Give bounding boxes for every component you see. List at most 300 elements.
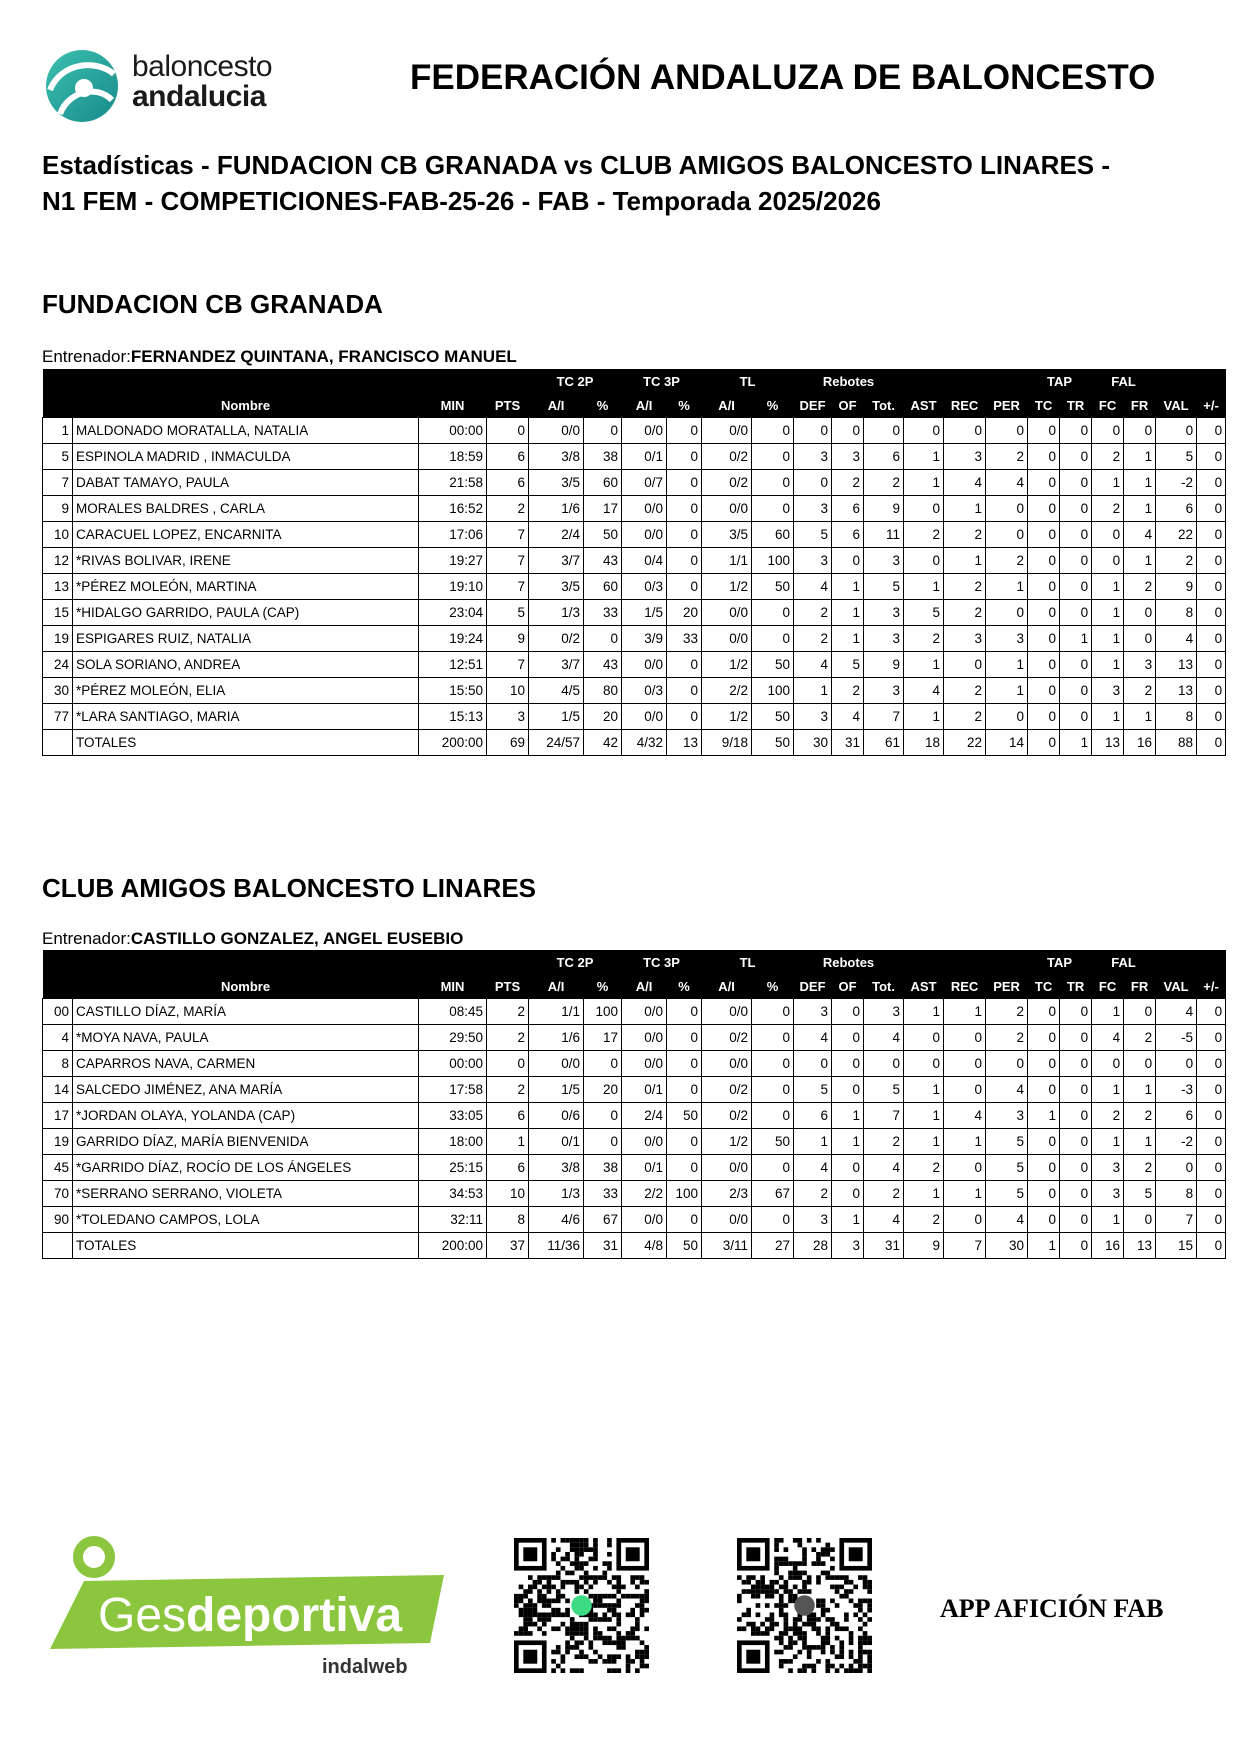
stat-cell: 0 bbox=[752, 1207, 794, 1233]
stat-cell: 5 bbox=[986, 1129, 1028, 1155]
stat-cell: 0 bbox=[1060, 470, 1092, 496]
stat-cell: 3 bbox=[1092, 678, 1124, 704]
stat-cell: 4/6 bbox=[529, 1207, 584, 1233]
stat-cell: 16:52 bbox=[419, 496, 487, 522]
player-row bbox=[43, 522, 1226, 548]
stats-title bbox=[42, 147, 1222, 219]
stat-cell: 5 bbox=[1156, 444, 1197, 470]
stat-cell: 13 bbox=[1092, 730, 1124, 756]
stat-cell: 6 bbox=[487, 1103, 529, 1129]
stat-cell: 0/2 bbox=[702, 444, 752, 470]
stat-cell: 3/7 bbox=[529, 652, 584, 678]
stat-cell: 2 bbox=[1124, 1025, 1156, 1051]
stat-cell: 4 bbox=[986, 1077, 1028, 1103]
player-name-cell: *RIVAS BOLIVAR, IRENE bbox=[73, 548, 419, 574]
column-header: PER bbox=[986, 974, 1028, 999]
stat-cell: 33 bbox=[667, 626, 702, 652]
stat-cell: 0 bbox=[1028, 652, 1060, 678]
stat-cell: 29:50 bbox=[419, 1025, 487, 1051]
stat-cell: 1/6 bbox=[529, 1025, 584, 1051]
column-header: FC bbox=[1092, 393, 1124, 418]
player-row bbox=[43, 1051, 1226, 1077]
column-header: REC bbox=[944, 974, 986, 999]
player-name-cell: *LARA SANTIAGO, MARIA bbox=[73, 704, 419, 730]
stat-cell: 3/5 bbox=[529, 470, 584, 496]
stat-cell: 0 bbox=[1197, 626, 1226, 652]
coach-line bbox=[42, 347, 517, 367]
stat-cell: 7 bbox=[487, 652, 529, 678]
stat-cell: 1 bbox=[986, 652, 1028, 678]
player-name-cell: *TOLEDANO CAMPOS, LOLA bbox=[73, 1207, 419, 1233]
stat-cell: 0/0 bbox=[702, 1155, 752, 1181]
column-header: % bbox=[752, 974, 794, 999]
stat-cell: 1 bbox=[1092, 652, 1124, 678]
stat-cell: 2 bbox=[904, 626, 944, 652]
column-header: Tot. bbox=[864, 974, 904, 999]
stat-cell: 7 bbox=[1156, 1207, 1197, 1233]
stat-cell: 3 bbox=[794, 548, 832, 574]
stat-cell: 1/2 bbox=[702, 574, 752, 600]
federation-title: FEDERACIÓN ANDALUZA DE BALONCESTO bbox=[410, 58, 1156, 97]
stat-cell: 1 bbox=[944, 496, 986, 522]
jersey-number-cell: 8 bbox=[43, 1051, 73, 1077]
stat-cell: 50 bbox=[752, 704, 794, 730]
stat-cell: 0 bbox=[1197, 522, 1226, 548]
stat-cell: 1/2 bbox=[702, 704, 752, 730]
stat-cell: 2 bbox=[904, 1155, 944, 1181]
stat-cell: 0 bbox=[904, 548, 944, 574]
stat-cell: 2 bbox=[944, 600, 986, 626]
stat-cell: 0 bbox=[1197, 1025, 1226, 1051]
stat-cell: 13 bbox=[1156, 678, 1197, 704]
stat-cell: 0/0 bbox=[622, 1207, 667, 1233]
stat-cell: 19:24 bbox=[419, 626, 487, 652]
logo-text-line1: baloncesto bbox=[132, 50, 273, 83]
stat-cell: 9 bbox=[864, 652, 904, 678]
column-header: +/- bbox=[1197, 974, 1226, 999]
stat-cell: 0 bbox=[1060, 1051, 1092, 1077]
stat-cell: 3/11 bbox=[702, 1233, 752, 1259]
stat-cell: 0 bbox=[1028, 444, 1060, 470]
player-name-cell: SALCEDO JIMÉNEZ, ANA MARÍA bbox=[73, 1077, 419, 1103]
stat-cell: 1 bbox=[1092, 626, 1124, 652]
stat-cell: 0 bbox=[832, 548, 864, 574]
stat-cell: 4 bbox=[864, 1207, 904, 1233]
jersey-number-cell bbox=[43, 730, 73, 756]
player-row bbox=[43, 1207, 1226, 1233]
stat-cell: 1 bbox=[832, 600, 864, 626]
stat-cell: 1 bbox=[487, 1129, 529, 1155]
column-header: PTS bbox=[487, 974, 529, 999]
stat-cell: 18:59 bbox=[419, 444, 487, 470]
stat-cell: 2 bbox=[904, 522, 944, 548]
stat-cell: 0 bbox=[986, 522, 1028, 548]
stat-cell: 15:50 bbox=[419, 678, 487, 704]
stat-cell: 13 bbox=[1124, 1233, 1156, 1259]
stat-cell: 80 bbox=[584, 678, 622, 704]
stat-cell: 0 bbox=[1124, 600, 1156, 626]
stat-cell: 3/8 bbox=[529, 1155, 584, 1181]
android-icon bbox=[571, 1595, 591, 1615]
stat-cell: 1 bbox=[904, 444, 944, 470]
stat-cell: 33 bbox=[584, 1181, 622, 1207]
stat-cell: 3 bbox=[1124, 652, 1156, 678]
player-name-cell: *PÉREZ MOLEÓN, ELIA bbox=[73, 678, 419, 704]
stat-cell: 1/1 bbox=[529, 999, 584, 1025]
player-name-cell: CAPARROS NAVA, CARMEN bbox=[73, 1051, 419, 1077]
column-header: Tot. bbox=[864, 393, 904, 418]
stat-cell: 0/0 bbox=[622, 496, 667, 522]
stat-cell: 2 bbox=[1124, 678, 1156, 704]
stat-cell: 0/2 bbox=[702, 1025, 752, 1051]
column-group-spacer bbox=[904, 950, 1028, 974]
stat-cell: 0 bbox=[1197, 470, 1226, 496]
jersey-number-cell: 45 bbox=[43, 1155, 73, 1181]
stat-cell: 0 bbox=[832, 1155, 864, 1181]
stat-cell: 5 bbox=[986, 1155, 1028, 1181]
column-header: TR bbox=[1060, 974, 1092, 999]
stat-cell: 0 bbox=[864, 418, 904, 444]
stat-cell: 0 bbox=[1156, 1051, 1197, 1077]
stat-cell: 0/3 bbox=[622, 678, 667, 704]
stat-cell: 0/0 bbox=[622, 999, 667, 1025]
stat-cell: 0 bbox=[667, 522, 702, 548]
stat-cell: 3/5 bbox=[702, 522, 752, 548]
stat-cell: 2 bbox=[986, 999, 1028, 1025]
stat-cell: 0 bbox=[986, 418, 1028, 444]
column-header: A/I bbox=[529, 974, 584, 999]
stat-cell: 4 bbox=[794, 574, 832, 600]
stat-cell: 61 bbox=[864, 730, 904, 756]
stat-cell: 2/3 bbox=[702, 1181, 752, 1207]
stat-cell: 0 bbox=[1060, 999, 1092, 1025]
stat-cell: 0 bbox=[1092, 1051, 1124, 1077]
stat-cell: 2 bbox=[1092, 444, 1124, 470]
stat-cell: 9 bbox=[1156, 574, 1197, 600]
column-header: PER bbox=[986, 393, 1028, 418]
stat-cell: 3 bbox=[864, 626, 904, 652]
stat-cell: 0 bbox=[1028, 1051, 1060, 1077]
stat-cell: 34:53 bbox=[419, 1181, 487, 1207]
stat-cell: 0/2 bbox=[702, 1077, 752, 1103]
stat-cell: 0 bbox=[986, 496, 1028, 522]
jersey-number-cell: 00 bbox=[43, 999, 73, 1025]
stat-cell: 0 bbox=[1060, 678, 1092, 704]
stat-cell: 0 bbox=[1124, 418, 1156, 444]
stat-cell: 4 bbox=[944, 470, 986, 496]
stat-cell: 30 bbox=[986, 1233, 1028, 1259]
stat-cell: 1 bbox=[1060, 626, 1092, 652]
stat-cell: 4/8 bbox=[622, 1233, 667, 1259]
column-header: AST bbox=[904, 393, 944, 418]
player-row bbox=[43, 678, 1226, 704]
column-header: % bbox=[584, 393, 622, 418]
stat-cell: 14 bbox=[986, 730, 1028, 756]
column-group-header: TC 2P bbox=[529, 950, 622, 974]
stat-cell: 0 bbox=[1060, 574, 1092, 600]
stat-cell: 1 bbox=[904, 1103, 944, 1129]
stat-cell: 1 bbox=[904, 1181, 944, 1207]
stat-cell: 15:13 bbox=[419, 704, 487, 730]
stat-cell: 5 bbox=[487, 600, 529, 626]
stat-cell: 0 bbox=[1197, 1103, 1226, 1129]
stat-cell: 0 bbox=[1124, 626, 1156, 652]
stat-cell: 1 bbox=[794, 1129, 832, 1155]
jersey-number-cell: 90 bbox=[43, 1207, 73, 1233]
stat-cell: 0/0 bbox=[702, 626, 752, 652]
column-header: FR bbox=[1124, 393, 1156, 418]
stat-cell: 0 bbox=[832, 1025, 864, 1051]
column-header: DEF bbox=[794, 393, 832, 418]
stat-cell: 0/6 bbox=[529, 1103, 584, 1129]
stat-cell: 1 bbox=[1124, 496, 1156, 522]
stat-cell: 2 bbox=[1092, 496, 1124, 522]
stat-cell: 0/0 bbox=[622, 522, 667, 548]
stat-cell: 1 bbox=[1028, 1103, 1060, 1129]
jersey-number-cell: 5 bbox=[43, 444, 73, 470]
stat-cell: 27 bbox=[752, 1233, 794, 1259]
stat-cell: 0/0 bbox=[702, 600, 752, 626]
stat-cell: 3 bbox=[487, 704, 529, 730]
coach-line bbox=[42, 929, 463, 949]
stat-cell: 0 bbox=[1156, 418, 1197, 444]
stat-cell: 6 bbox=[487, 1155, 529, 1181]
column-header: TC bbox=[1028, 974, 1060, 999]
stat-cell: 0 bbox=[944, 1077, 986, 1103]
stat-cell: 4 bbox=[1092, 1025, 1124, 1051]
stat-cell: 0 bbox=[1060, 1181, 1092, 1207]
column-header: VAL bbox=[1156, 974, 1197, 999]
logo-dot-icon bbox=[78, 1541, 110, 1573]
stat-cell: 0/1 bbox=[622, 444, 667, 470]
stat-cell: 1 bbox=[1092, 1207, 1124, 1233]
player-row bbox=[43, 626, 1226, 652]
jersey-number-cell: 1 bbox=[43, 418, 73, 444]
stat-cell: 5 bbox=[794, 522, 832, 548]
stat-cell: 0 bbox=[752, 1103, 794, 1129]
stat-cell: 0 bbox=[1028, 522, 1060, 548]
stat-cell: 0 bbox=[1197, 1181, 1226, 1207]
stat-cell: 0 bbox=[1197, 730, 1226, 756]
stat-cell: 0/0 bbox=[702, 418, 752, 444]
stat-cell: 2 bbox=[1124, 1155, 1156, 1181]
stat-cell: 1 bbox=[944, 1129, 986, 1155]
stat-cell: 0 bbox=[1028, 548, 1060, 574]
stat-cell: 4/32 bbox=[622, 730, 667, 756]
player-name-cell: MALDONADO MORATALLA, NATALIA bbox=[73, 418, 419, 444]
stat-cell: 0 bbox=[667, 496, 702, 522]
stat-cell: 5 bbox=[986, 1181, 1028, 1207]
stat-cell: 28 bbox=[794, 1233, 832, 1259]
stat-cell: 3 bbox=[832, 1233, 864, 1259]
stat-cell: 0 bbox=[667, 574, 702, 600]
stat-cell: 22 bbox=[1156, 522, 1197, 548]
stat-cell: 1 bbox=[1092, 470, 1124, 496]
stat-cell: 20 bbox=[584, 704, 622, 730]
stat-cell: 0 bbox=[832, 418, 864, 444]
stat-cell: 0 bbox=[832, 1077, 864, 1103]
stat-cell: 2 bbox=[864, 1129, 904, 1155]
stat-cell: 22 bbox=[944, 730, 986, 756]
logo-text-line2: andalucia bbox=[132, 80, 266, 113]
stat-cell: 2 bbox=[986, 1025, 1028, 1051]
logo-text-ges: Ges bbox=[98, 1589, 187, 1642]
stat-cell: 60 bbox=[584, 574, 622, 600]
stat-cell: 0 bbox=[1197, 548, 1226, 574]
stat-cell: 2/2 bbox=[622, 1181, 667, 1207]
stat-cell: 1 bbox=[1092, 574, 1124, 600]
player-row bbox=[43, 548, 1226, 574]
apple-icon bbox=[794, 1595, 814, 1615]
stat-cell: 2 bbox=[487, 1025, 529, 1051]
stat-cell: 0 bbox=[1197, 1207, 1226, 1233]
stat-cell: 0 bbox=[1060, 1233, 1092, 1259]
column-header: OF bbox=[832, 393, 864, 418]
column-group-header: TC 3P bbox=[622, 950, 702, 974]
stat-cell: 1 bbox=[1092, 1129, 1124, 1155]
jersey-number-cell: 13 bbox=[43, 574, 73, 600]
stat-cell: 0 bbox=[986, 704, 1028, 730]
stat-cell: 1 bbox=[1092, 600, 1124, 626]
stat-cell: 0 bbox=[1028, 730, 1060, 756]
stat-cell: 0 bbox=[864, 1051, 904, 1077]
stat-cell: 4 bbox=[864, 1025, 904, 1051]
column-header: A/I bbox=[702, 393, 752, 418]
stat-cell: 3 bbox=[794, 444, 832, 470]
stat-cell: 0 bbox=[832, 1181, 864, 1207]
stat-cell: 2 bbox=[794, 1181, 832, 1207]
stat-cell: 0 bbox=[752, 999, 794, 1025]
column-header: A/I bbox=[622, 393, 667, 418]
stat-cell: 4 bbox=[832, 704, 864, 730]
stat-cell: 2 bbox=[487, 1077, 529, 1103]
stat-cell: 2 bbox=[1124, 574, 1156, 600]
stat-cell: 0 bbox=[1028, 626, 1060, 652]
stat-cell: 1 bbox=[1092, 999, 1124, 1025]
stat-cell: 0 bbox=[667, 1155, 702, 1181]
stat-cell: 0 bbox=[904, 496, 944, 522]
stat-cell: 9 bbox=[864, 496, 904, 522]
stat-cell: 1 bbox=[904, 652, 944, 678]
stat-cell: 15 bbox=[1156, 1233, 1197, 1259]
stat-cell: 1 bbox=[1124, 1129, 1156, 1155]
column-group-header: TC 3P bbox=[622, 369, 702, 393]
stat-cell: 4 bbox=[986, 1207, 1028, 1233]
stat-cell: 20 bbox=[667, 600, 702, 626]
header-group-row bbox=[43, 950, 1226, 974]
player-row bbox=[43, 574, 1226, 600]
column-header bbox=[43, 974, 73, 999]
stat-cell: 0 bbox=[1060, 704, 1092, 730]
column-group-spacer bbox=[43, 369, 529, 393]
stat-cell: 6 bbox=[487, 470, 529, 496]
stat-cell: 0 bbox=[584, 1051, 622, 1077]
stat-cell: 0 bbox=[1197, 1155, 1226, 1181]
stat-cell: 2/4 bbox=[622, 1103, 667, 1129]
gesdeportiva-logo bbox=[34, 1535, 454, 1685]
jersey-number-cell: 77 bbox=[43, 704, 73, 730]
stat-cell: 0 bbox=[667, 444, 702, 470]
stat-cell: 6 bbox=[487, 444, 529, 470]
column-header: % bbox=[667, 393, 702, 418]
qr-code-apple-icon bbox=[737, 1538, 872, 1673]
stat-cell: 16 bbox=[1124, 730, 1156, 756]
stat-cell: 0 bbox=[794, 1051, 832, 1077]
stat-cell: 9 bbox=[904, 1233, 944, 1259]
stat-cell: 0 bbox=[752, 418, 794, 444]
stat-cell: 42 bbox=[584, 730, 622, 756]
stat-cell: 0 bbox=[1060, 522, 1092, 548]
stat-cell: 19:27 bbox=[419, 548, 487, 574]
stat-cell: 0/0 bbox=[702, 999, 752, 1025]
player-row bbox=[43, 1181, 1226, 1207]
stat-cell: 16 bbox=[1092, 1233, 1124, 1259]
coach-label: Entrenador: bbox=[42, 347, 131, 366]
logo-text-indalweb: indalweb bbox=[322, 1656, 408, 1678]
stat-cell: 0/1 bbox=[529, 1129, 584, 1155]
stat-cell: 0 bbox=[667, 548, 702, 574]
stat-cell: 1/2 bbox=[702, 1129, 752, 1155]
stat-cell: 4 bbox=[794, 1155, 832, 1181]
jersey-number-cell bbox=[43, 1233, 73, 1259]
stat-cell: 1/1 bbox=[702, 548, 752, 574]
stat-cell: 0 bbox=[667, 1025, 702, 1051]
stat-cell: 4 bbox=[794, 652, 832, 678]
stat-cell: 0/1 bbox=[622, 1077, 667, 1103]
stat-cell: 1 bbox=[944, 548, 986, 574]
stat-cell: 2 bbox=[864, 470, 904, 496]
stat-cell: 1 bbox=[1124, 548, 1156, 574]
stat-cell: 0 bbox=[1197, 574, 1226, 600]
jersey-number-cell: 24 bbox=[43, 652, 73, 678]
column-group-header: TL bbox=[702, 950, 794, 974]
column-group-header: TC 2P bbox=[529, 369, 622, 393]
stat-cell: 0/0 bbox=[622, 1129, 667, 1155]
stat-cell: 0 bbox=[1060, 1025, 1092, 1051]
player-name-cell: CASTILLO DÍAZ, MARÍA bbox=[73, 999, 419, 1025]
player-row bbox=[43, 600, 1226, 626]
stat-cell: -3 bbox=[1156, 1077, 1197, 1103]
stat-cell: 4 bbox=[944, 1103, 986, 1129]
stat-cell: 0 bbox=[1060, 418, 1092, 444]
jersey-number-cell: 10 bbox=[43, 522, 73, 548]
stat-cell: 1 bbox=[832, 1207, 864, 1233]
stat-cell: 7 bbox=[487, 522, 529, 548]
stat-cell: 24/57 bbox=[529, 730, 584, 756]
player-row bbox=[43, 704, 1226, 730]
stat-cell: 0/2 bbox=[529, 626, 584, 652]
column-header: A/I bbox=[702, 974, 752, 999]
player-name-cell: TOTALES bbox=[73, 730, 419, 756]
stat-cell: 11/36 bbox=[529, 1233, 584, 1259]
jersey-number-cell: 30 bbox=[43, 678, 73, 704]
stat-cell: 50 bbox=[752, 652, 794, 678]
column-header: Nombre bbox=[73, 393, 419, 418]
stat-cell: 0 bbox=[752, 496, 794, 522]
jersey-number-cell: 12 bbox=[43, 548, 73, 574]
stat-cell: 0 bbox=[1060, 548, 1092, 574]
player-name-cell: *MOYA NAVA, PAULA bbox=[73, 1025, 419, 1051]
stat-cell: 0 bbox=[1028, 574, 1060, 600]
stat-cell: 20 bbox=[584, 1077, 622, 1103]
stat-cell: 0/1 bbox=[622, 1155, 667, 1181]
stat-cell: 0 bbox=[1028, 1155, 1060, 1181]
column-header: TR bbox=[1060, 393, 1092, 418]
stat-cell: 0 bbox=[1197, 1077, 1226, 1103]
stat-cell: 0/0 bbox=[622, 1025, 667, 1051]
stat-cell: 0 bbox=[1124, 999, 1156, 1025]
stat-cell: 30 bbox=[794, 730, 832, 756]
